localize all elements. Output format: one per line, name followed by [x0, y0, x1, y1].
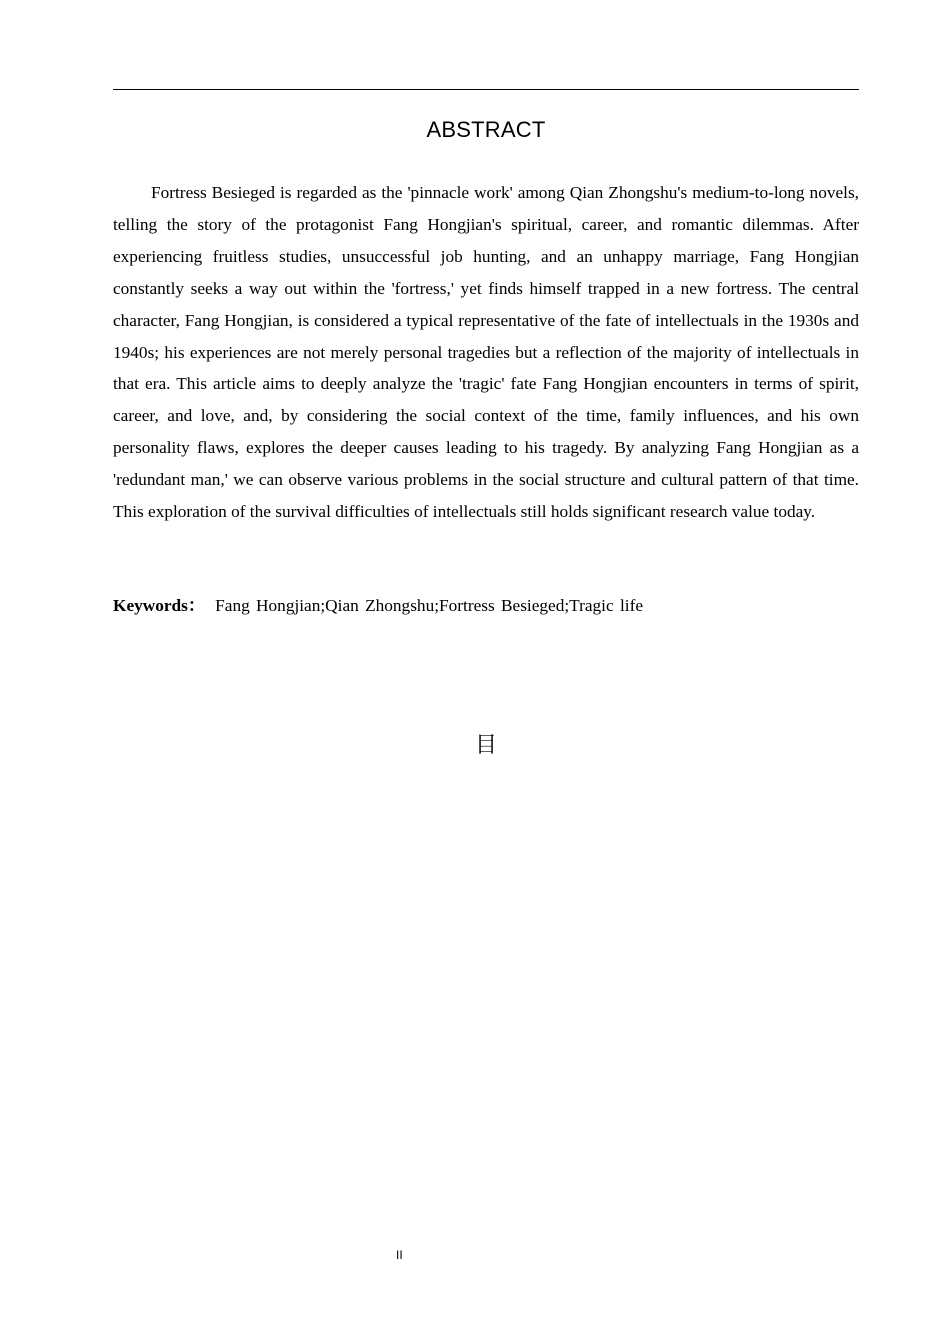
abstract-body: Fortress Besieged is regarded as the 'pinnacle work' among Qian Zhongshu's medium-to-long novels, telling the story of the protagonist Fang Hongjian's spiritual, career, and romantic dilemmas. After experiencing fruitless studies, unsuccessful job hunting, and an unhappy marriage, Fang Hongjian constantly seeks a way out within the 'fortress,' yet finds himself trapped in a new fortress. The central character, Fang Hongjian, is considered a typical representative of the fate of intellectuals in the 1930s and 1940s; his experiences are not merely personal tragedies but a reflection of the majority of intellectuals in that era. This article aims to deeply analyze the 'tragic' fate Fang Hongjian encounters in terms of spirit, career, and love, and, by considering the social context of the time, family influences, and his own personality flaws, explores the deeper causes leading to his tragedy. By analyzing Fang Hongjian as a 'redundant man,' we can observe various problems in the social structure and cultural pattern of that time. This exploration of the survival difficulties of intellectuals still holds significant research value today.	[113, 183, 859, 522]
keywords-line	[113, 592, 859, 620]
table-of-contents-heading: 目	[474, 733, 497, 758]
keywords-value: Fang Hongjian;Qian Zhongshu;Fortress Besieged;Tragic life	[215, 596, 643, 615]
keywords-label: Keywords：	[113, 596, 206, 615]
header-rule	[113, 89, 859, 90]
abstract-title: ABSTRACT	[426, 117, 546, 142]
page-number: II	[396, 1248, 403, 1262]
